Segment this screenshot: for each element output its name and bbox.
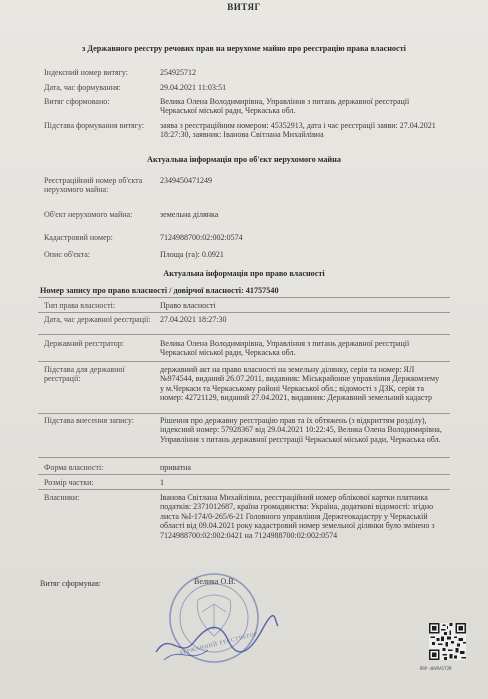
rights-section-title: Актуальна інформація про право власності: [163, 269, 325, 278]
object-regnum-label: Реєстраційний номер об'єкта нерухомого майна:: [44, 176, 143, 195]
document-title: ВИТЯГ: [227, 2, 261, 12]
object-cadastral-value: 7124988700:02:002:0574: [160, 233, 243, 242]
object-regnum-value: 2349450471249: [160, 176, 212, 185]
object-description-label: Опис об'єкта:: [44, 250, 90, 259]
rights-form-label: Форма власності:: [44, 463, 104, 472]
rights-date-value: 27.04.2021 18:27:30: [160, 315, 227, 324]
rights-share-value: 1: [160, 478, 164, 487]
document-subtitle: з Державного реєстру речових прав на нерухоме майно про реєстрацію права власності: [82, 44, 406, 53]
rights-divider: [38, 457, 450, 458]
signer-label: Витяг сформував:: [40, 579, 101, 588]
rights-date-label: Дата, час державної реєстрації:: [44, 315, 151, 324]
extract-index-value: 254925712: [160, 68, 196, 77]
qr-code-text: RRP-4HV9A5T3M: [420, 666, 452, 671]
extract-basis-value: заява з реєстраційним номером: 45352913, дата і час реєстрації заяви: 27.04.2021 18:27:30, заявник: Іванова Світлана Михайлівна: [160, 121, 436, 140]
extract-formed-label: Витяг сформовано:: [44, 97, 110, 106]
rights-divider: [38, 413, 450, 414]
rights-divider: [38, 334, 450, 335]
rights-divider-top: [38, 297, 450, 298]
rights-registrar-label: Державний реєстратор:: [44, 339, 124, 348]
rights-divider: [38, 489, 450, 490]
stamp-text: ДЕРЖАВНИЙ РЕЄСТРАТОР: [178, 631, 259, 657]
extract-datetime-value: 29.04.2021 11:03:51: [160, 83, 227, 92]
signer-name: Велика О.В.: [194, 577, 236, 586]
rights-divider: [38, 312, 450, 313]
extract-formed-value: Велика Олена Володимирівна, Управління з питань державної реєстрації Черкаської міської ради, Черкаська обл.: [160, 97, 410, 116]
rights-entry-basis-label: Підстава внесення запису:: [44, 416, 134, 425]
rights-owners-label: Власники:: [44, 493, 80, 502]
object-type-label: Об'єкт нерухомого майна:: [44, 210, 133, 219]
object-type-value: земельна ділянка: [160, 210, 219, 219]
rights-divider: [38, 361, 450, 362]
extract-basis-label: Підстава формування витягу:: [44, 121, 145, 130]
rights-owners-value: Іванова Світлана Михайлівна, реєстраційний номер облікової картки платника податків: 2371012687, країна громадянства: Україна, додаткові відомості: згідно листа №І-174/0-265/6-21 Головного управління Держгеокадастру у Черкаській області від 09.04.2021 року кадастровий номер земельної ділянки було змінено з 7124988700:02:002:0421 на 7124988700:02:002:0574: [160, 493, 435, 540]
rights-form-value: приватна: [160, 463, 191, 472]
rights-share-label: Розмір частки:: [44, 478, 94, 487]
extract-datetime-label: Дата, час формування:: [44, 83, 121, 92]
rights-registrar-value: Велика Олена Володимирівна, Управління з питань державної реєстрації Черкаської міської ради, Черкаська обл.: [160, 339, 410, 358]
rights-type-label: Тип права власності:: [44, 301, 116, 310]
rights-record-line: Номер запису про право власності / довірчої власності: 41757540: [40, 286, 279, 295]
rights-basis-label: Підстава для державної реєстрації:: [44, 365, 125, 384]
qr-code: [429, 623, 466, 660]
rights-basis-value: державний акт на право власності на земельну ділянку, серія та номер: ЯЛ №974544, виданий 26.07.2011, видавник: Міськрайонне управління Держкомзему у м.Черкаси та Черкаському районі Черкаської обл.; відомості з ДЗК, серія та номер: 42721129, виданий 27.04.2021, видавник: Державний земельний кадастр: [160, 365, 440, 403]
rights-divider: [38, 474, 450, 475]
object-description-value: Площа (га): 0.0921: [160, 250, 224, 259]
rights-type-value: Право власності: [160, 301, 216, 310]
object-cadastral-label: Кадастровий номер:: [44, 233, 113, 242]
object-section-title: Актуальна інформація про об'єкт нерухомого майна: [147, 155, 341, 164]
extract-index-label: Індексний номер витягу:: [44, 68, 128, 77]
rights-entry-basis-value: Рішення про державну реєстрацію прав та їх обтяжень (з відкриттям розділу), індексний номер: 57928367 від 29.04.2021 10:22:45, Велика Олена Володимирівна, Управління з питань державної реєстрації Черкаської міської ради, Черкаська обл.: [160, 416, 442, 444]
